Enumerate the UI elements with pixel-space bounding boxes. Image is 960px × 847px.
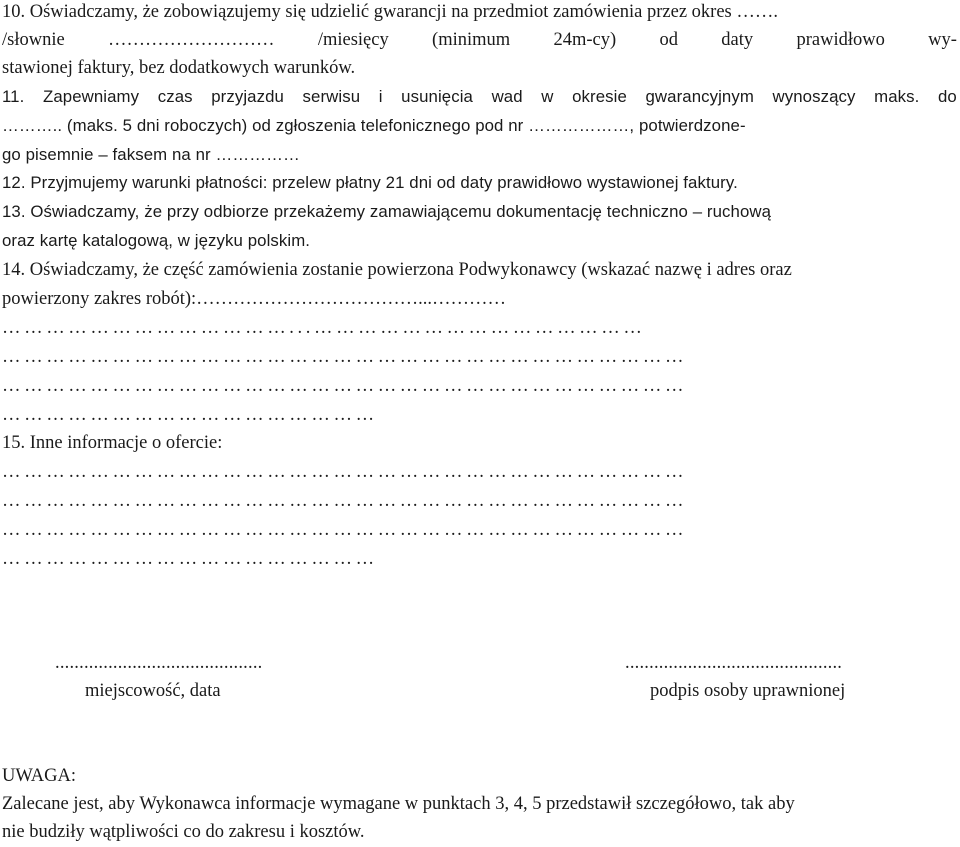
- clause-11-line-2: ……….. (maks. 5 dni roboczych) od zgłoszenia telefonicznego pod nr ………………, potwierdzone-: [2, 116, 746, 135]
- clause-15-dots-1: …………………………………………………………………………………: [2, 462, 688, 482]
- note-title: UWAGA:: [2, 766, 76, 786]
- clause-15-dots-4: ……………………………………………: [2, 549, 378, 569]
- clause-15-dots-3: …………………………………………………………………………………: [2, 520, 688, 540]
- place-date-label: miejscowość, data: [85, 681, 221, 701]
- clause-14-dots-3: …………………………………………………………………………………: [2, 376, 688, 396]
- clause-10-line-2: /słownie ……………………… /miesięcy (minimum 24m-cy) od daty prawidłowo wy-: [2, 30, 957, 50]
- clause-11-line-1: 11. Zapewniamy czas przyjazdu serwisu i usunięcia wad w okresie gwarancyjnym wynoszący maks. do: [2, 87, 957, 106]
- place-date-dots: ...........................................: [55, 653, 263, 673]
- clause-14-line-2: powierzony zakres robót):………………………………...…………: [2, 289, 507, 309]
- signature-dots: .............................................: [625, 653, 843, 673]
- clause-14-dots-2: …………………………………………………………………………………: [2, 347, 688, 367]
- note-line-1: Zalecane jest, aby Wykonawca informacje wymagane w punktach 3, 4, 5 przedstawił szczegółowo, tak aby: [2, 794, 795, 814]
- clause-12: 12. Przyjmujemy warunki płatności: przelew płatny 21 dni od daty prawidłowo wystawionej faktury.: [2, 173, 738, 192]
- signature-label: podpis osoby uprawnionej: [650, 681, 846, 701]
- clause-14-line-1: 14. Oświadczamy, że część zamówienia zostanie powierzona Podwykonawcy (wskazać nazwę i adres oraz: [2, 260, 792, 280]
- clause-11-line-3: go pisemnie – faksem na nr ……………: [2, 145, 300, 164]
- clause-13-line-2: oraz kartę katalogową, w języku polskim.: [2, 231, 311, 250]
- clause-14-dots-4: ……………………………………………: [2, 405, 378, 425]
- clause-13-line-1: 13. Oświadczamy, że przy odbiorze przekażemy zamawiającemu dokumentację techniczno – ruchową: [2, 202, 772, 221]
- clause-15-heading: 15. Inne informacje o ofercie:: [2, 433, 223, 453]
- clause-14-dots-1: …………………………………...………………………………………: [2, 318, 646, 338]
- clause-10-line-1: 10. Oświadczamy, że zobowiązujemy się udzielić gwarancji na przedmiot zamówienia przez okres …….: [2, 2, 779, 22]
- clause-15-dots-2: …………………………………………………………………………………: [2, 491, 688, 511]
- note-line-2: nie budziły wątpliwości co do zakresu i kosztów.: [2, 822, 365, 842]
- clause-10-line-3: stawionej faktury, bez dodatkowych warunków.: [2, 58, 356, 78]
